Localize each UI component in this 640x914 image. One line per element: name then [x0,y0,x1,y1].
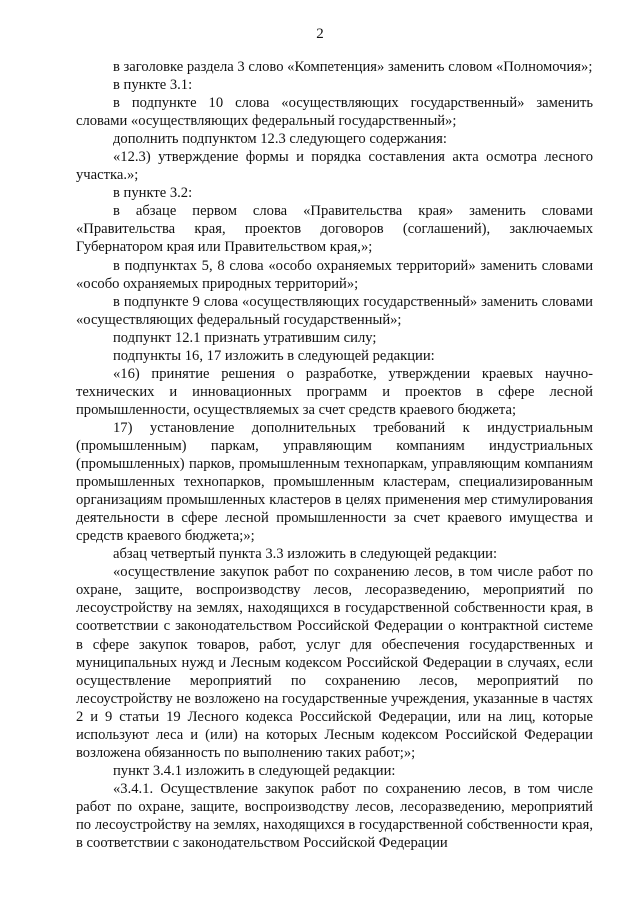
paragraph-subitems-16-17: подпункты 16, 17 изложить в следующей редакции: [113,347,435,364]
paragraph-subitem-9: в подпункте 9 слова «осуществляющих государственный» заменить словами «осуществляющих федеральный государственный»; [76,293,593,328]
paragraph-add-subitem-12-3: дополнить подпунктом 12.3 следующего содержания: [113,131,447,148]
paragraph-subitem-12-3-text: «12.3) утверждение формы и порядка составления акта осмотра лесного участка.»; [76,149,593,184]
paragraph-item-3-3-text: «осуществление закупок работ по сохранению лесов, в том числе работ по охране, защите, воспроизводству лесов, лесоразведению, мероприятий по лесоустройству на землях, находящихся в государственной собственности края, в соответствии с законодательством Российской Федерации о контрактной системе в сфере закупок товаров, работ, услуг для обеспечения государственных и муниципальных нужд и Лесным кодексом Российской Федерации в случаях, если осуществление мероприятий по сохранению лесов, мероприятий по лесоустройству не возложено на государственные учреждения, указанные в частях 2 и 9 статьи 19 Лесного кодекса Российской Федерации, или на лиц, которые используют леса и (или) на которых Лесным кодексом Российской Федерации возложена обязанность по выполнению таких работ;»; [76,564,593,761]
paragraph-item-3-3: абзац четвертый пункта 3.3 изложить в следующей редакции: [113,546,498,563]
paragraph-subitem-10: в подпункте 10 слова «осуществляющих государственный» заменить словами «осуществляющих федеральный государственный»; [76,95,593,130]
paragraph-first-clause: в абзаце первом слова «Правительства края» заменить словами «Правительства края, проектов договоров (соглашений), заключаемых Губернатором края или Правительством края,»; [76,203,593,256]
paragraph-subitem-12-1: подпункт 12.1 признать утратившим силу; [113,329,377,346]
paragraph-subitems-5-8: в подпунктах 5, 8 слова «особо охраняемых территорий» заменить словами «особо охраняемых природных территорий»; [76,257,593,292]
paragraph-subitem-16-text: «16) принятие решения о разработке, утверждении краевых научно-технических и инновационных программ и проектов в сфере лесной промышленности, осуществляемых за счет средств краевого бюджета; [76,365,593,418]
paragraph-item-3-4-1-text: «3.4.1. Осуществление закупок работ по сохранению лесов, в том числе работ по охране, защите, воспроизводству лесов, лесоразведению, мероприятий по лесоустройству на землях, находящихся в государственной собственности края, в соответствии с законодательством Российской Федерации [76,780,593,852]
paragraph-subitem-17-text: 17) установление дополнительных требований к индустриальным (промышленным) паркам, управляющим компаниям индустриальных (промышленных) парков, промышленным технопаркам, управляющим компаниям промышленных технопарков, промышленным кластерам, специализированным организациям промышленных кластеров в целях применения мер стимулирования деятельности в сфере лесной промышленности за счет краевого имущества и средств краевого бюджета;»; [76,419,593,545]
paragraph-item-3-2: в пункте 3.2: [113,185,193,202]
document-body [76,58,593,852]
paragraph-section-3-heading: в заголовке раздела 3 слово «Компетенция» заменить словом «Полномочия»; [113,59,593,75]
page-number: 2 [316,26,324,42]
paragraph-item-3-4-1: пункт 3.4.1 изложить в следующей редакции: [113,762,396,779]
paragraph-item-3-1: в пункте 3.1: [113,77,193,94]
